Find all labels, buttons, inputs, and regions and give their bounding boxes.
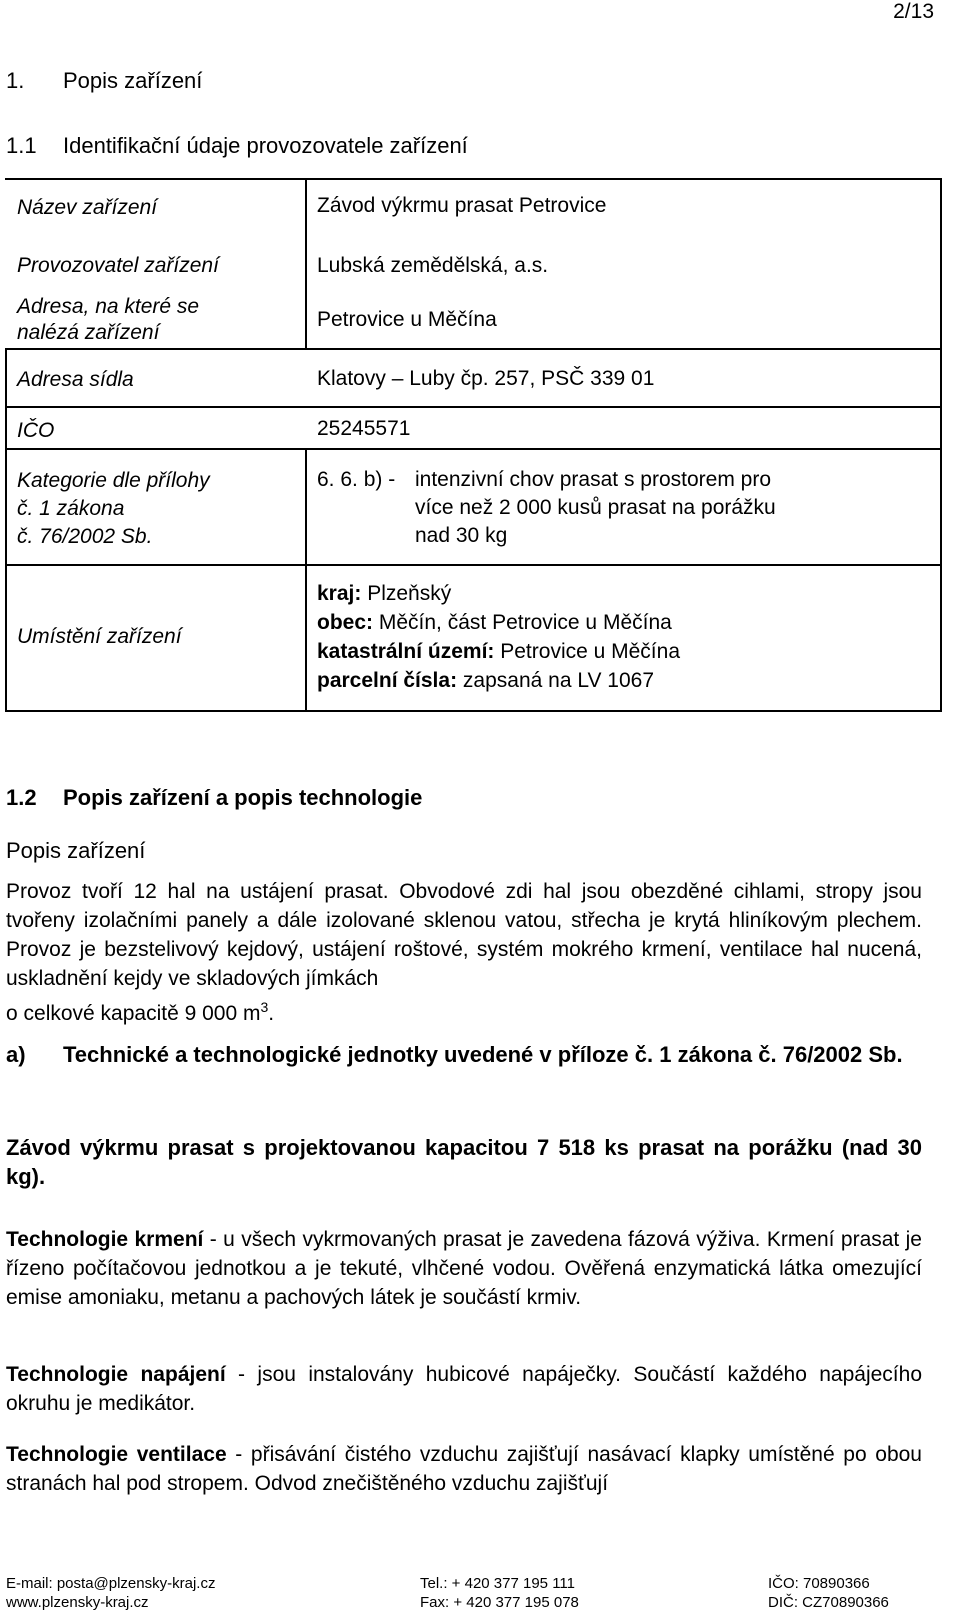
label-adresa-sidla: Adresa sídla [17,368,134,391]
table-column-divider [305,178,307,348]
section-title: Popis zařízení [63,68,203,93]
value-provozovatel: Lubská zemědělská, a.s. [317,254,549,277]
katastr-value: Petrovice u Měčína [500,640,681,663]
footer-fax: Fax: + 420 377 195 078 [420,1594,579,1611]
value-ico: 25245571 [317,417,411,440]
identification-table [5,178,942,712]
value-kategorie-prefix: 6. 6. b) - [317,468,396,491]
paragraph-capacity: Závod výkrmu prasat s projektovanou kapacitou 7 518 ks prasat na porážku (nad 30 kg). [6,1135,922,1189]
paragraph-popis [6,877,922,1028]
ventilace-title: Technologie ventilace [6,1443,227,1466]
subheading: Popis zařízení [6,838,146,863]
section-title: Popis zařízení a popis technologie [63,785,423,810]
table-border-right [940,178,942,712]
table-border-top [5,178,942,180]
label-nazev: Název zařízení [17,196,158,219]
footer-dic: DIČ: CZ70890366 [768,1594,889,1611]
section-number: 1. [6,68,25,93]
period: . [268,1002,275,1025]
page-number: 2/13 [893,0,934,23]
label-adresa-zarizeni-2: nalézá zařízení [17,321,160,344]
paragraph-napajeni [6,1360,922,1418]
napajeni-text: - jsou instalovány hubicové napáječky. Součástí každého napájecího okruhu je medikátor. [6,1363,922,1415]
parcely-value: zapsaná na LV 1067 [462,669,655,692]
footer-web: www.plzensky-kraj.cz [6,1594,149,1611]
value-obec [317,610,672,636]
label-adresa-zarizeni-1: Adresa, na které se [17,295,200,318]
value-parcely [317,668,654,694]
table-border-bottom [5,710,942,712]
paragraph-popis-last [6,993,922,1028]
section-heading-1-1 [6,133,468,159]
capacity-text: o celkové kapacitě 9 000 m [6,1002,261,1025]
table-column-divider [305,448,307,712]
label-kategorie-1: Kategorie dle přílohy [17,469,210,492]
kraj-value: Plzeňský [367,582,452,605]
section-number: 1.2 [6,785,37,810]
list-text: Technické a technologické jednotky uvedené v příloze č. 1 zákona č. 76/2002 Sb. [63,1042,903,1067]
value-kategorie-1: intenzivní chov prasat s prostorem pro [415,468,771,491]
paragraph-krmeni [6,1225,922,1312]
section-title: Identifikační údaje provozovatele zařízení [63,133,468,158]
footer-phone [420,1574,579,1612]
footer-tel: Tel.: + 420 377 195 111 [420,1575,575,1592]
katastr-label: katastrální území: [317,640,495,663]
superscript: 3 [260,999,269,1015]
krmeni-text: - u všech vykrmovaných prasat je zavedena fázová výživa. Krmení prasat je řízeno počítačovou jednotkou a je tekuté, vlhčené vodou. Ověřená enzymatická látka omezující emise amoniaku, metanu a pachových látek je součástí krmiv. [6,1228,922,1309]
ventilace-text: - přisávání čistého vzduchu zajišťují nasávací klapky umístěné po obou stranách hal pod stropem. Odvod znečištěného vzduchu zajišťují [6,1443,922,1495]
footer-email: E-mail: posta@plzensky-kraj.cz [6,1575,216,1592]
obec-label: obec: [317,611,374,634]
value-adresa-zarizeni: Petrovice u Měčína [317,308,497,331]
section-heading-1 [6,68,202,94]
section-number: 1.1 [6,133,37,158]
kraj-label: kraj: [317,582,362,605]
value-kraj [317,581,451,607]
parcely-label: parcelní čísla: [317,669,458,692]
label-ico: IČO [17,419,55,442]
footer-ico: IČO: 70890366 [768,1575,870,1592]
value-nazev: Závod výkrmu prasat Petrovice [317,194,607,217]
value-kategorie-3: nad 30 kg [415,524,508,547]
krmeni-title: Technologie krmení [6,1228,204,1251]
paragraph-ventilace [6,1440,922,1498]
value-kategorie-2: více než 2 000 kusů prasat na porážku [415,496,776,519]
label-umisteni: Umístění zařízení [17,625,182,648]
table-border-left [5,348,7,712]
table-row-divider [5,406,942,408]
paragraph-popis-text: Provoz tvoří 12 hal na ustájení prasat. Obvodové zdi hal jsou obezděné cihlami, stropy jsou tvořeny izolačními panely a dále izolované sklenou vatou, střecha je krytá hliníkovým plechem. Provoz je bezstelivový kejdový, ustájení roštové, systém mokrého krmení, ventilace hal nucená, uskladnění kejdy ve skladových jímkách [6,880,922,990]
footer-ids [768,1574,889,1612]
table-row-divider [5,348,942,350]
section-heading-1-2 [6,785,422,811]
obec-value: Měčín, část Petrovice u Měčína [378,611,672,634]
table-row-divider [5,564,942,566]
list-marker: a) [6,1042,26,1067]
value-katastr [317,639,680,665]
label-provozovatel: Provozovatel zařízení [17,254,219,277]
label-kategorie-3: č. 76/2002 Sb. [17,525,153,548]
table-row-divider [5,448,942,450]
footer-contact [6,1574,215,1612]
napajeni-title: Technologie napájení [6,1363,226,1386]
label-kategorie-2: č. 1 zákona [17,497,125,520]
value-adresa-sidla: Klatovy – Luby čp. 257, PSČ 339 01 [317,367,655,390]
